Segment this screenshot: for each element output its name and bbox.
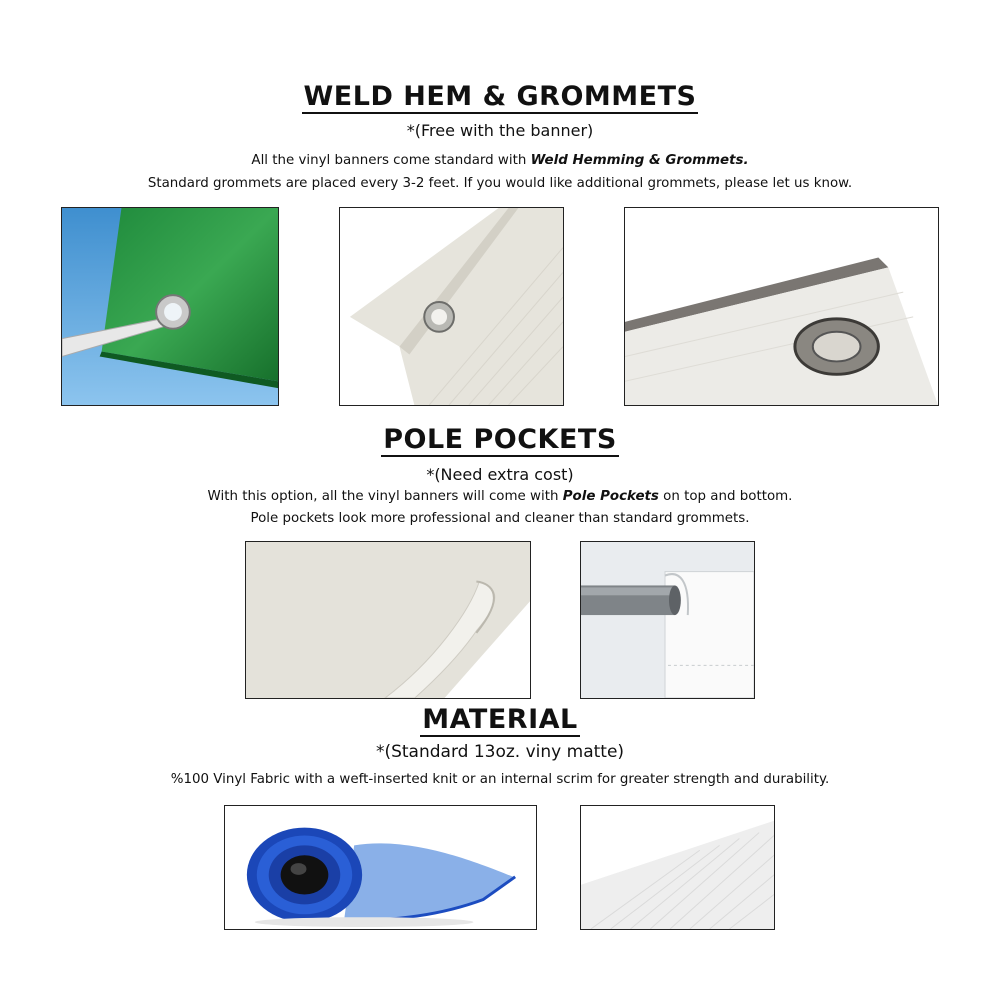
section-note: *(Need extra cost) <box>426 465 574 484</box>
section-description-line-2: Standard grommets are placed every 3-2 feet. If you would like additional grommets, please let us know. <box>147 176 853 191</box>
section-title: MATERIAL <box>422 704 578 735</box>
desc-bold-text: Weld Hemming & Grommets. <box>530 153 749 168</box>
section-description-line-1 <box>0 151 1000 171</box>
section-description-line-2: Pole pockets look more professional and cleaner than standard grommets. <box>250 511 750 526</box>
section-title: WELD HEM & GROMMETS <box>303 81 697 112</box>
green-banner-grommet-photo <box>61 207 279 406</box>
section-title: POLE POCKETS <box>383 424 617 455</box>
section-weld-hem-title-row <box>0 82 1000 114</box>
grommet-closeup-photo <box>624 207 939 406</box>
vinyl-texture-photo <box>580 805 775 930</box>
section-description-line-1 <box>0 487 1000 507</box>
section-note: *(Free with the banner) <box>406 121 594 140</box>
white-hem-grommet-photo <box>339 207 564 406</box>
desc-bold-text: Pole Pockets <box>562 489 659 504</box>
vinyl-roll-photo <box>224 805 537 930</box>
desc-text: All the vinyl banners come standard with <box>251 153 531 168</box>
pole-in-pocket-photo <box>580 541 755 699</box>
section-description-line-1: %100 Vinyl Fabric with a weft-inserted knit or an internal scrim for greater strength and durability. <box>170 772 830 787</box>
section-material-title-row <box>0 705 1000 737</box>
pole-pocket-fold-photo <box>245 541 531 699</box>
desc-text: With this option, all the vinyl banners will come with <box>207 489 563 504</box>
section-pole-pockets-title-row <box>0 425 1000 457</box>
section-note: *(Standard 13oz. viny matte) <box>375 742 625 762</box>
desc-text-post: on top and bottom. <box>658 489 793 504</box>
